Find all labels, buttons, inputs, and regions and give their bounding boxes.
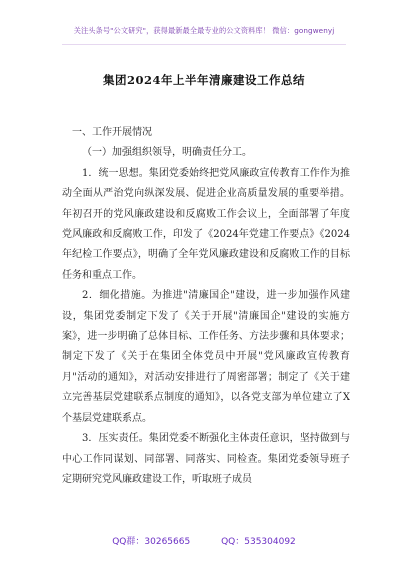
footer-qq-group: QQ群：30265665	[112, 537, 191, 547]
document-title: 集团2024年上半年清廉建设工作总结	[102, 73, 305, 87]
footer-contact	[0, 534, 408, 547]
footer-qq: QQ：535304092	[221, 537, 296, 547]
header-divider	[62, 44, 346, 45]
paragraph: 1．统一思想。集团党委始终把党风廉政宣传教育工作作为推动全面从严治党向纵深发展、促进企业高质量发展的重要举措。年初召开的党风廉政建设和反腐败工作会议上，全面部署了年度党风廉政和反腐败工作，印发了《2024年党建工作要点》《2024年纪检工作要点》，明确了全年党风廉政建设和反腐败工作的目标任务和重点工作。	[62, 167, 350, 281]
section-heading: 一、工作开展情况	[72, 127, 152, 138]
document-body	[62, 123, 350, 490]
subsection-heading: （一）加强组织领导，明确责任分工。	[82, 147, 252, 159]
paragraph: 2．细化措施。为推进"清廉国企"建设，进一步加强作风建设，集团党委制定下发了《关于开展"清廉国企"建设的实施方案》，进一步明确了总体目标、工作任务、方法步骤和具体要求；制定下发了《关于在集团全体党员中开展"党风廉政宣传教育月"活动的通知》，对活动安排进行了周密部署；制定了《关于建立完善基层党建联系点制度的通知》，以各党支部为单位建立了X个基层党建联系点。	[62, 290, 350, 424]
header-banner: 关注头条号"公文研究"，获得最新最全最专业的公文资料库！ 微信：gongwenyj	[73, 26, 335, 35]
paragraph: 3．压实责任。集团党委不断强化主体责任意识，坚持做到与中心工作同谋划、同部署、同落实、同检查。集团党委领导班子定期研究党风廉政建设工作，听取班子成员	[62, 433, 350, 485]
